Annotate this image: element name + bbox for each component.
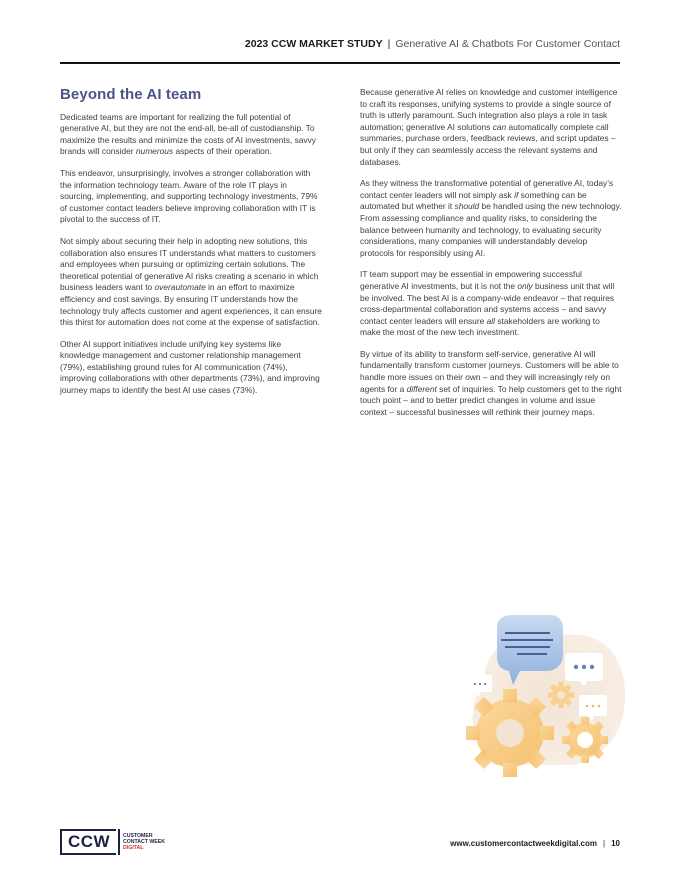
chat-gears-illustration-icon (455, 615, 635, 785)
study-title: 2023 CCW MARKET STUDY (244, 38, 383, 50)
text: Not simply about securing their help in adopting new solutions, this collaboration also ensures IT understands what matters to customers and employees when pursuing or optimizing certain solutions. The theoretical potential of generative AI risks creating a scenario in which business leaders want to (60, 235, 319, 293)
header-separator: | (387, 38, 391, 50)
text: automatically complete call summaries, purchase orders, feedback reviews, and script updates – but only if they can seamlessly access the relevant systems and databases. (360, 121, 616, 167)
logo-line-customer: CUSTOMER (123, 833, 153, 839)
paragraph (360, 87, 622, 168)
emphasis: different (406, 383, 437, 394)
emphasis: can (492, 121, 507, 132)
logo-line-contact-week: CONTACT WEEK (123, 839, 165, 845)
page-footer (450, 839, 620, 848)
text: something can be automated but whether it (360, 189, 587, 212)
study-subtitle: Generative AI & Chatbots For Customer Contact (395, 38, 620, 50)
section-heading: Beyond the AI team (60, 86, 202, 103)
paragraph (360, 269, 622, 339)
text: Dedicated teams are important for realizing the full potential of generative AI, but they are not the end-all, be-all of custodianship. To maximize the results and minimize the costs of AI investments, savvy brands will consider (60, 111, 316, 157)
emphasis: overautomate (154, 282, 206, 293)
text: in an effort to maximize efficiency and cost savings. By ensuring IT understands how the technology truly affects customer and agent experiences, it can ensure this thirst for automation does not come at the expense of satisfaction. (60, 282, 322, 328)
emphasis: numerous (135, 146, 174, 157)
text: set of inquiries. To help customers get to the right touch point – and to better predict changes in volume and issue context – successful businesses will rethink their journey maps. (360, 383, 622, 417)
emphasis: if (514, 189, 519, 200)
paragraph: This endeavor, unsurprisingly, involves a stronger collaboration with the information technology team. Aware of the role IT plays in sourcing, implementing, and supporting technology investments, 79% of customer contact leaders believe improving collaboration with IT is pivotal to the success of IT. (60, 167, 318, 225)
logo-mark: CCW (60, 829, 116, 855)
header-divider (60, 62, 620, 64)
text: IT team support may be essential in empowering successful generative AI investments, but it is not the (360, 269, 582, 291)
paragraph (360, 178, 622, 259)
emphasis: should (454, 201, 480, 212)
running-header (245, 38, 620, 50)
text: Because generative AI relies on knowledge and customer intelligence to craft its responses, unifying systems to provide a single source of truth is utterly paramount. Such integration also plays a role in task automation; generative AI solutions (360, 87, 618, 132)
left-column (60, 88, 322, 407)
text: aspects of their operation. (173, 146, 272, 157)
footer-separator: | (603, 839, 606, 848)
website-link[interactable]: www.customercontactweekdigital.com (450, 839, 598, 848)
paragraph (60, 112, 322, 158)
paragraph: Other AI support initiatives include unifying key systems like knowledge management and customer relationship management (79%), establishing ground rules for AI communication (74%), improving collaborations with other departments (73%), and improving journey maps to identify the best AI use cases (73%). (60, 338, 320, 396)
text: By virtue of its ability to transform self-service, generative AI will fundamentally transform customer journeys. Customers will be able to handle more issues on their own – and they will increasingly rely on agents for a (360, 348, 619, 394)
text: be handled using the new technology. From assessing compliance and quality risks, to considering the balance between humanity and technology, to evaluating security considerations, many companies will understandably develop protocols for responsibly using AI. (360, 201, 622, 258)
paragraph (60, 236, 322, 329)
ccw-logo (60, 829, 165, 855)
emphasis: all (486, 315, 496, 326)
logo-wordmark (118, 829, 165, 855)
text: stakeholders are working to make the most of the new tech investment. (360, 315, 600, 338)
emphasis: only (517, 280, 533, 291)
text: business unit that will be involved. The best AI is a company-wide endeavor – that requires cross-departmental collaboration and systems access – and savvy contact center leaders will ensure (360, 280, 615, 326)
page-number: 10 (611, 839, 620, 848)
logo-line-digital: DIGITAL (123, 845, 144, 851)
text: As they witness the transformative potential of generative AI, today’s contact center leaders will not simply ask (360, 178, 614, 200)
right-column (360, 87, 622, 428)
paragraph (360, 349, 622, 419)
